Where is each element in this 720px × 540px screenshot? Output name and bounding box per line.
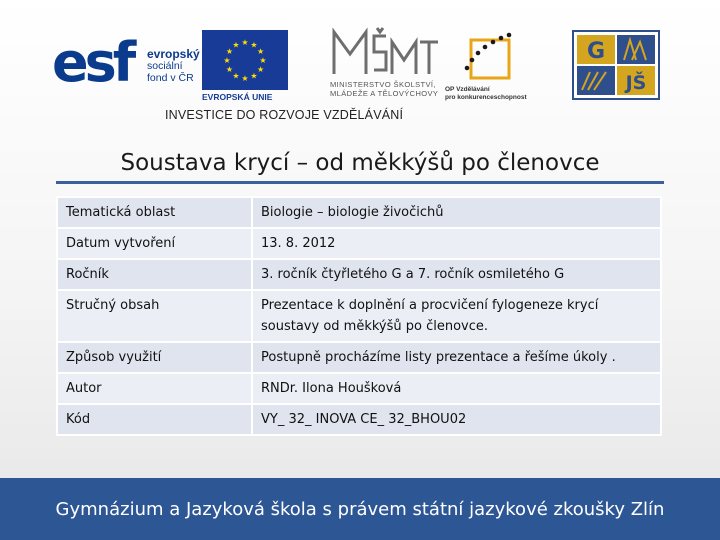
row-value: 13. 8. 2012	[252, 228, 661, 259]
row-value: Biologie – biologie živočichů	[252, 197, 661, 228]
row-label: Stručný obsah	[57, 290, 252, 342]
eu-star-icon: ★	[225, 47, 233, 56]
gjs-letters-js: JŠ	[625, 72, 647, 94]
page-title: Soustava krycí – od měkkýšů po členovce	[120, 150, 600, 176]
table-row	[57, 404, 661, 435]
esf-logo-text: evropský sociální fond v ČR	[147, 47, 200, 84]
eu-star-icon: ★	[232, 71, 240, 81]
table-row	[57, 290, 661, 342]
row-value: 3. ročník čtyřletého G a 7. ročník osmiletého G	[252, 259, 661, 290]
row-label: Tematická oblast	[57, 197, 252, 228]
eu-star-icon: ★	[241, 38, 249, 47]
eu-star-icon: ★	[225, 65, 233, 74]
row-value: VY_ 32_ INOVA CE_ 32_BHOU02	[252, 404, 661, 435]
msmt-logo	[330, 26, 440, 102]
row-value: RNDr. Ilona Houšková	[252, 373, 661, 404]
op-vzdelavani-logo	[445, 28, 545, 104]
eu-star-icon: ★	[257, 65, 265, 74]
table-row	[57, 373, 661, 404]
row-label: Autor	[57, 373, 252, 404]
gjs-mark-icon	[572, 30, 660, 100]
eu-star-icon: ★	[223, 56, 231, 65]
table-row	[57, 228, 661, 259]
footer-bar	[0, 478, 720, 540]
msmt-caption: MINISTERSTVO ŠKOLSTVÍ, MLÁDEŽE A TĚLOVÝCHOVY	[330, 80, 439, 98]
title-underline	[56, 181, 664, 184]
eu-star-icon: ★	[250, 40, 258, 50]
row-value: Prezentace k doplnění a procvičení fylogeneze krycí soustavy od měkkýšů po členovce.	[252, 290, 661, 342]
row-label: Způsob využití	[57, 342, 252, 373]
gjs-letter-g: G	[586, 39, 606, 64]
eu-star-icon: ★	[250, 71, 258, 81]
row-label: Datum vytvoření	[57, 228, 252, 259]
footer-school-name: Gymnázium a Jazyková škola s právem státní jazykové zkoušky Zlín	[55, 498, 665, 520]
op-caption: OP Vzdělávání pro konkurenceschopnost	[445, 86, 527, 101]
metadata-table	[56, 196, 662, 436]
eu-star-icon: ★	[232, 40, 240, 50]
eu-flag-icon	[202, 30, 288, 90]
op-mark-icon	[445, 28, 525, 84]
logo-bar	[0, 0, 720, 135]
gjs-logo	[572, 30, 660, 100]
investice-slogan: INVESTICE DO ROZVOJE VZDĚLÁVÁNÍ	[165, 108, 404, 122]
row-label: Kód	[57, 404, 252, 435]
eu-caption: EVROPSKÁ UNIE	[202, 92, 273, 102]
row-value: Postupně procházíme listy prezentace a řešíme úkoly .	[252, 342, 661, 373]
esf-logo	[52, 30, 202, 102]
eu-star-icon: ★	[259, 56, 267, 65]
eu-star-icon: ★	[257, 47, 265, 56]
table-row	[57, 259, 661, 290]
table-row	[57, 197, 661, 228]
row-label: Ročník	[57, 259, 252, 290]
eu-flag-logo	[202, 30, 290, 102]
eu-star-icon: ★	[241, 74, 249, 83]
table-row	[57, 342, 661, 373]
msmt-mark-icon	[330, 26, 440, 80]
esf-logo-mark: esf	[52, 31, 133, 94]
